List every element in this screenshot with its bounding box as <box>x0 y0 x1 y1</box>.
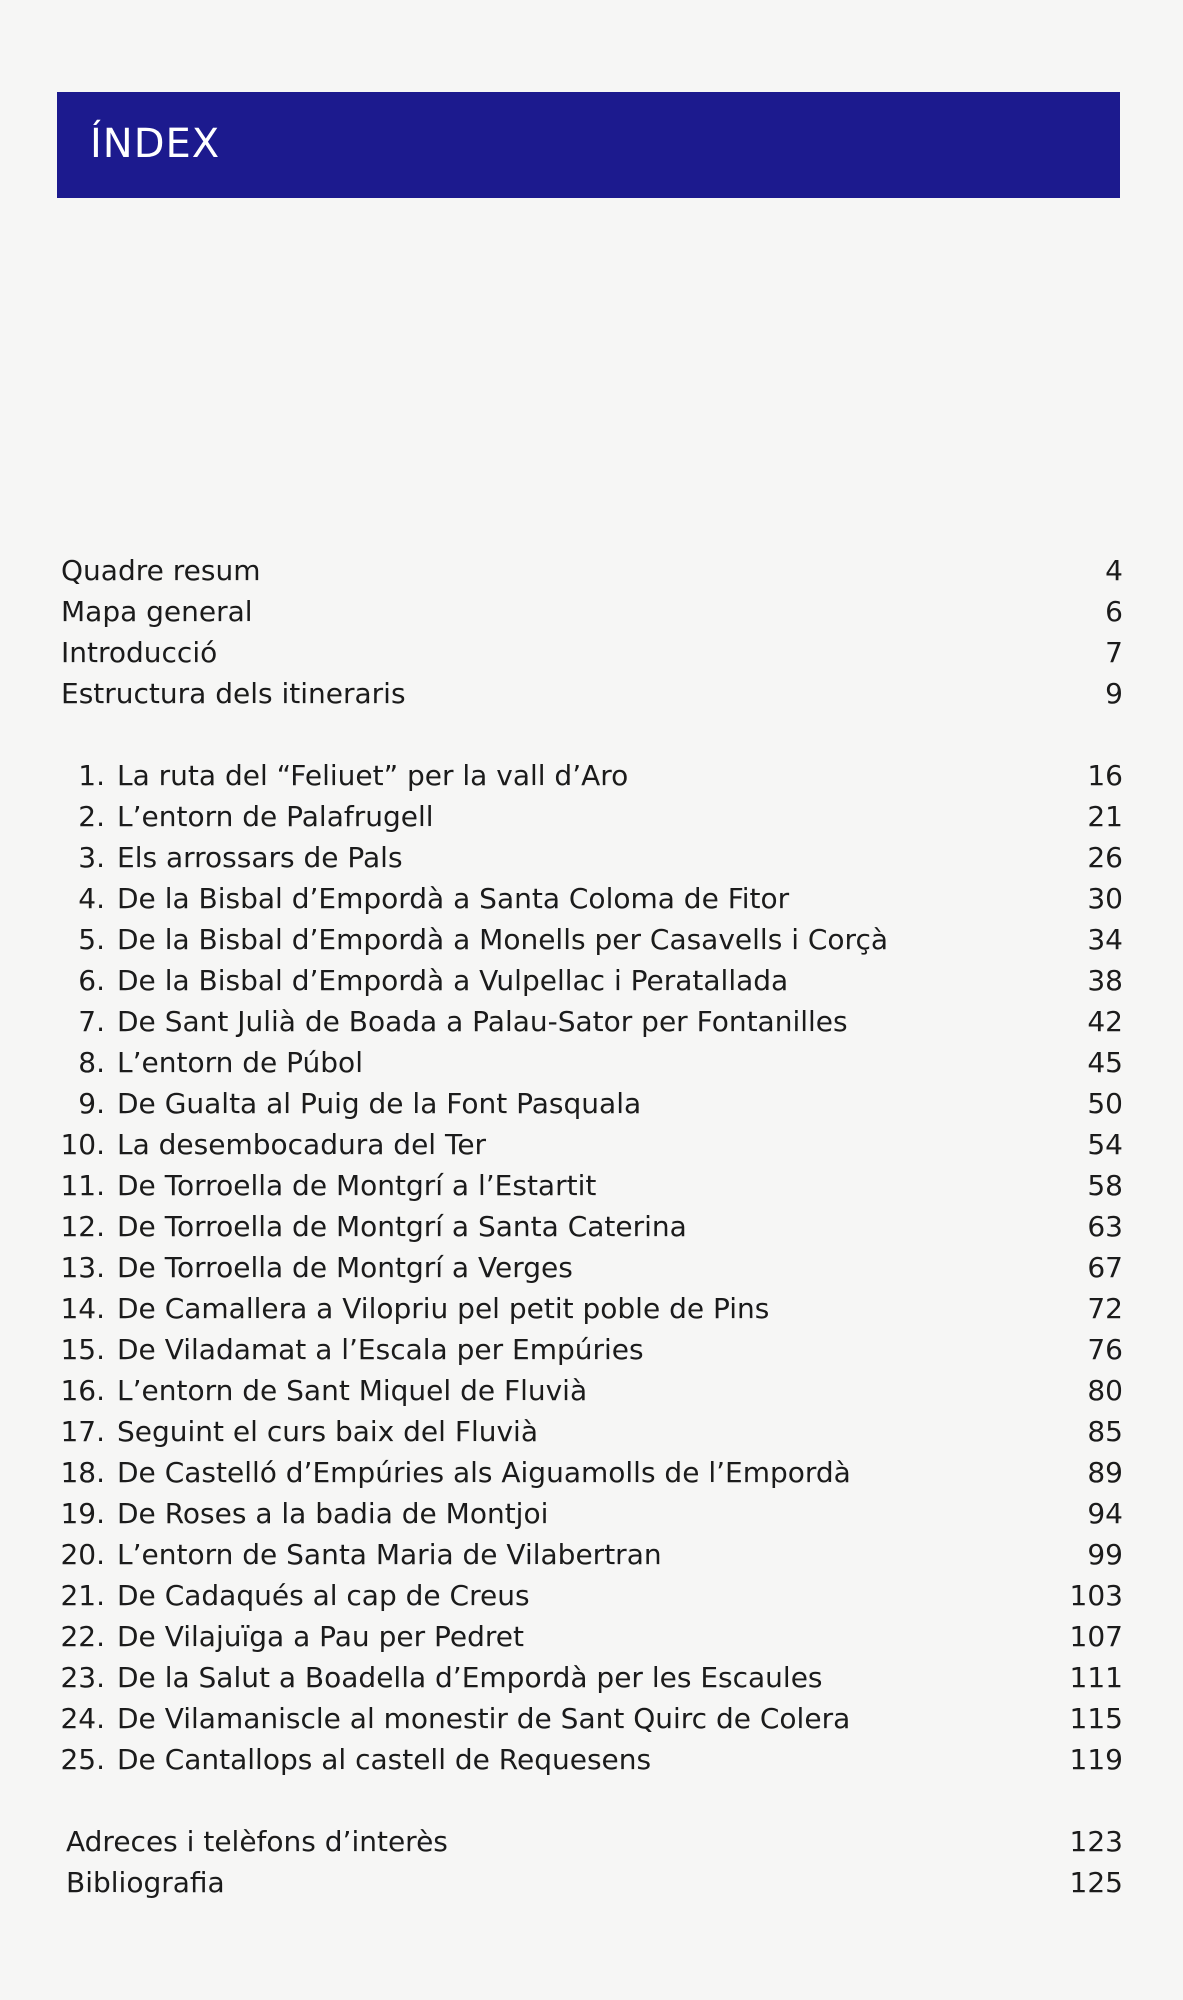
toc-entry-number: 21. <box>60 1579 105 1612</box>
toc-entry-number: 24. <box>60 1702 105 1735</box>
toc-entry-itinerary[interactable] <box>0 1247 1183 1288</box>
toc-entry-label: De Camallera a Vilopriu pel petit poble de Pins <box>117 1292 770 1325</box>
toc-entry-page: 107 <box>1069 1620 1123 1653</box>
toc-entry-itinerary[interactable] <box>0 1698 1183 1739</box>
toc-entry-number: 10. <box>60 1128 105 1161</box>
toc-entry-number: 17. <box>60 1415 105 1448</box>
toc-entry-label: De Vilamaniscle al monestir de Sant Quirc de Colera <box>117 1702 851 1735</box>
toc-entry-itinerary[interactable] <box>0 1493 1183 1534</box>
toc-entry-front[interactable] <box>0 673 1183 714</box>
toc-entry-front[interactable] <box>0 550 1183 591</box>
toc-entry-label: L’entorn de Palafrugell <box>117 800 434 833</box>
toc-entry-label: De Sant Julià de Boada a Palau-Sator per Fontanilles <box>117 1005 848 1038</box>
toc-entry-label: La ruta del “Feliuet” per la vall d’Aro <box>117 759 629 792</box>
toc-entry-page: 26 <box>1087 841 1123 874</box>
toc-entry-number: 15. <box>60 1333 105 1366</box>
toc-entry-page: 85 <box>1087 1415 1123 1448</box>
toc-entry-itinerary[interactable] <box>0 1124 1183 1165</box>
toc-entry-page: 125 <box>1069 1866 1123 1899</box>
toc-entry-page: 119 <box>1069 1743 1123 1776</box>
toc-entry-page: 80 <box>1087 1374 1123 1407</box>
toc-entry-label: De Torroella de Montgrí a Verges <box>117 1251 573 1284</box>
toc-entry-label: De la Salut a Boadella d’Empordà per les Escaules <box>117 1661 823 1694</box>
toc-entry-itinerary[interactable] <box>0 1616 1183 1657</box>
toc-entry-label: Introducció <box>61 636 218 669</box>
toc-entry-itinerary[interactable] <box>0 1739 1183 1780</box>
toc-entry-label: De Roses a la badia de Montjoi <box>117 1497 549 1530</box>
toc-entry-page: 67 <box>1087 1251 1123 1284</box>
toc-entry-number: 12. <box>60 1210 105 1243</box>
toc-entry-number: 25. <box>60 1743 105 1776</box>
toc-entry-number: 1. <box>78 759 105 792</box>
toc-entry-number: 6. <box>78 964 105 997</box>
toc-entry-itinerary[interactable] <box>0 919 1183 960</box>
toc-entry-number: 11. <box>60 1169 105 1202</box>
toc-entry-page: 103 <box>1069 1579 1123 1612</box>
toc-entry-number: 13. <box>60 1251 105 1284</box>
toc-entry-page: 30 <box>1087 882 1123 915</box>
toc-entry-label: Adreces i telèfons d’interès <box>66 1825 448 1858</box>
toc-entry-label: Quadre resum <box>61 554 261 587</box>
toc-entry-itinerary[interactable] <box>0 1534 1183 1575</box>
toc-entry-number: 23. <box>60 1661 105 1694</box>
toc-entry-label: De la Bisbal d’Empordà a Santa Coloma de Fitor <box>117 882 790 915</box>
toc-entry-label: De Cantallops al castell de Requesens <box>117 1743 652 1776</box>
toc-entry-back[interactable] <box>0 1821 1183 1862</box>
toc-entry-number: 16. <box>60 1374 105 1407</box>
toc-entry-itinerary[interactable] <box>0 1001 1183 1042</box>
toc-entry-itinerary[interactable] <box>0 1452 1183 1493</box>
toc-entry-label: De Torroella de Montgrí a l’Estartit <box>117 1169 597 1202</box>
toc-entry-itinerary[interactable] <box>0 1575 1183 1616</box>
toc-entry-number: 2. <box>78 800 105 833</box>
toc-entry-page: 89 <box>1087 1456 1123 1489</box>
page-title: ÍNDEX <box>90 121 221 167</box>
toc-entry-page: 111 <box>1069 1661 1123 1694</box>
toc-entry-number: 7. <box>78 1005 105 1038</box>
toc-entry-label: Bibliografia <box>66 1866 225 1899</box>
toc-entry-page: 7 <box>1105 636 1123 669</box>
toc-entry-number: 9. <box>78 1087 105 1120</box>
toc-entry-page: 123 <box>1069 1825 1123 1858</box>
toc-entry-number: 4. <box>78 882 105 915</box>
toc-entry-page: 76 <box>1087 1333 1123 1366</box>
toc-entry-label: Els arrossars de Pals <box>117 841 403 874</box>
toc-entry-itinerary[interactable] <box>0 1657 1183 1698</box>
toc-entry-itinerary[interactable] <box>0 796 1183 837</box>
toc-entry-label: L’entorn de Santa Maria de Vilabertran <box>117 1538 662 1571</box>
toc-entry-page: 63 <box>1087 1210 1123 1243</box>
toc-entry-front[interactable] <box>0 632 1183 673</box>
toc-entry-itinerary[interactable] <box>0 1329 1183 1370</box>
toc-entry-itinerary[interactable] <box>0 755 1183 796</box>
toc-entry-label: Mapa general <box>61 595 253 628</box>
toc-entry-label: De Cadaqués al cap de Creus <box>117 1579 530 1612</box>
toc-entry-page: 21 <box>1087 800 1123 833</box>
toc-entry-page: 6 <box>1105 595 1123 628</box>
toc-entry-page: 115 <box>1069 1702 1123 1735</box>
toc-entry-back[interactable] <box>0 1862 1183 1903</box>
toc-entry-page: 54 <box>1087 1128 1123 1161</box>
toc-entry-itinerary[interactable] <box>0 1370 1183 1411</box>
toc-entry-page: 45 <box>1087 1046 1123 1079</box>
toc-entry-label: L’entorn de Púbol <box>117 1046 363 1079</box>
toc-entry-itinerary[interactable] <box>0 878 1183 919</box>
toc-entry-number: 8. <box>78 1046 105 1079</box>
toc-entry-itinerary[interactable] <box>0 960 1183 1001</box>
toc-entry-number: 22. <box>60 1620 105 1653</box>
toc-entry-page: 4 <box>1105 554 1123 587</box>
toc-entry-label: De Viladamat a l’Escala per Empúries <box>117 1333 644 1366</box>
toc-entry-number: 18. <box>60 1456 105 1489</box>
toc-entry-number: 14. <box>60 1292 105 1325</box>
toc-entry-page: 9 <box>1105 677 1123 710</box>
toc-entry-number: 19. <box>60 1497 105 1530</box>
toc-entry-itinerary[interactable] <box>0 1288 1183 1329</box>
toc-entry-label: De Gualta al Puig de la Font Pasquala <box>117 1087 642 1120</box>
toc-entry-itinerary[interactable] <box>0 1083 1183 1124</box>
toc-entry-itinerary[interactable] <box>0 1042 1183 1083</box>
toc-entry-front[interactable] <box>0 591 1183 632</box>
toc-entry-page: 16 <box>1087 759 1123 792</box>
toc-entry-itinerary[interactable] <box>0 1411 1183 1452</box>
toc-entry-label: De Castelló d’Empúries als Aiguamolls de l’Empordà <box>117 1456 851 1489</box>
toc-entry-page: 94 <box>1087 1497 1123 1530</box>
toc-entry-label: De la Bisbal d’Empordà a Monells per Casavells i Corçà <box>117 923 888 956</box>
toc-entry-itinerary[interactable] <box>0 1165 1183 1206</box>
toc-entry-page: 42 <box>1087 1005 1123 1038</box>
toc-entry-number: 3. <box>78 841 105 874</box>
toc-entry-page: 72 <box>1087 1292 1123 1325</box>
toc-entry-page: 58 <box>1087 1169 1123 1202</box>
toc-entry-number: 20. <box>60 1538 105 1571</box>
toc-entry-itinerary[interactable] <box>0 837 1183 878</box>
toc-entry-label: Seguint el curs baix del Fluvià <box>117 1415 538 1448</box>
toc-entry-label: De Torroella de Montgrí a Santa Caterina <box>117 1210 687 1243</box>
toc-entry-label: La desembocadura del Ter <box>117 1128 487 1161</box>
toc-entry-itinerary[interactable] <box>0 1206 1183 1247</box>
toc-entry-number: 5. <box>78 923 105 956</box>
toc-entry-label: L’entorn de Sant Miquel de Fluvià <box>117 1374 588 1407</box>
toc-entry-label: Estructura dels itineraris <box>61 677 406 710</box>
toc-entry-label: De Vilajuïga a Pau per Pedret <box>117 1620 524 1653</box>
toc-entry-page: 50 <box>1087 1087 1123 1120</box>
toc-entry-page: 34 <box>1087 923 1123 956</box>
toc-entry-page: 99 <box>1087 1538 1123 1571</box>
toc-entry-page: 38 <box>1087 964 1123 997</box>
toc-entry-label: De la Bisbal d’Empordà a Vulpellac i Peratallada <box>117 964 789 997</box>
